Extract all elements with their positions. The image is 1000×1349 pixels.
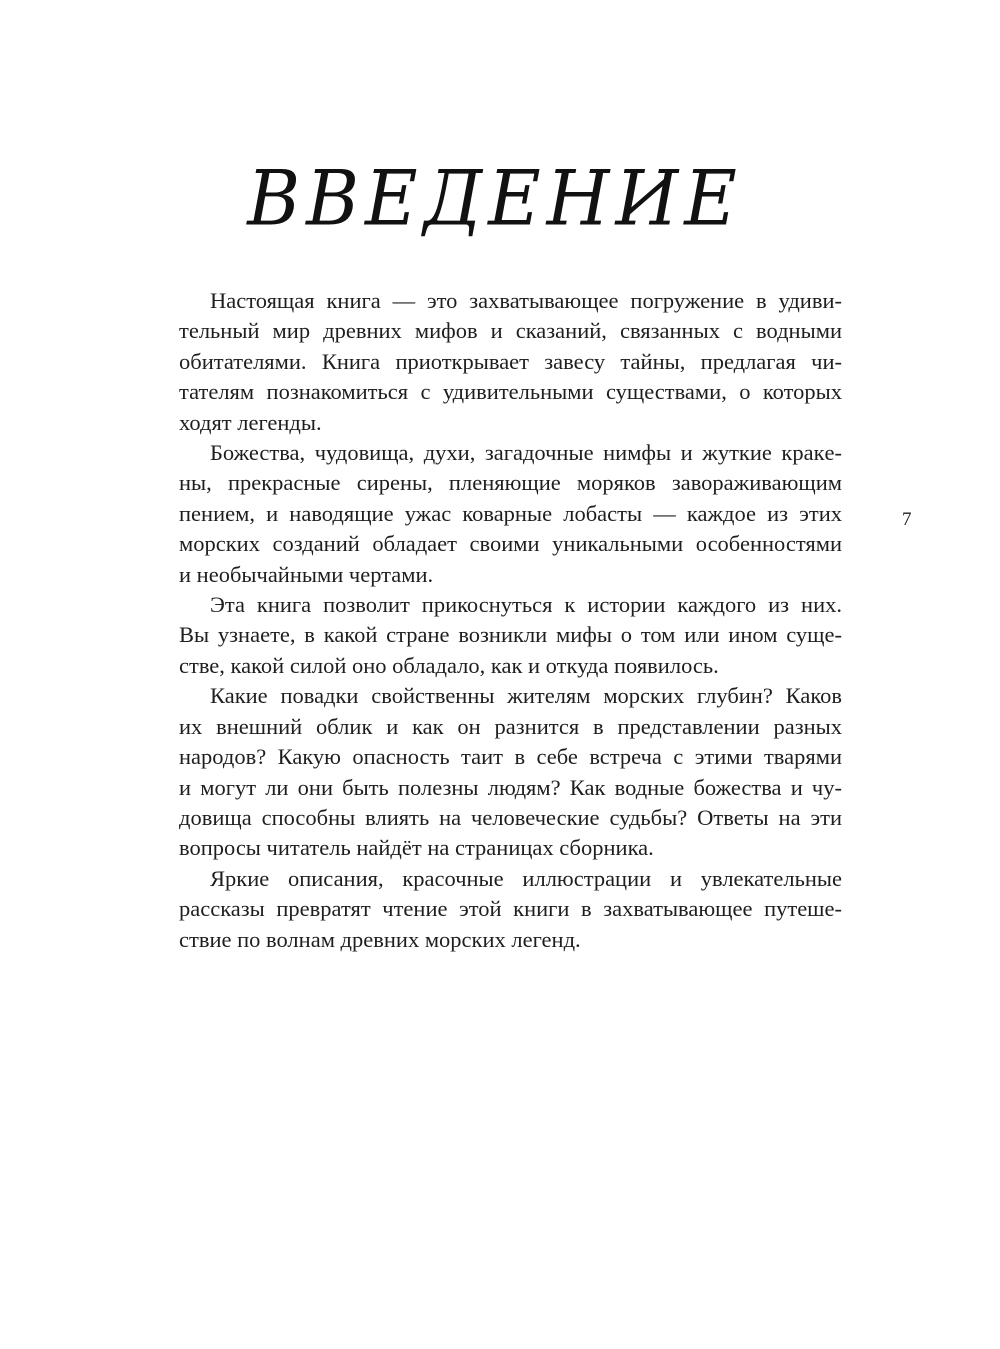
text-line: пением, и наводящие ужас коварные лобасты — каждое из этих [179,500,842,526]
text-line: ны, прекрасные сирены, пленяющие моряков завораживающим [179,470,842,496]
paragraph-1 [148,286,842,438]
text-line: вопросы читатель найдёт на страницах сборника. [179,835,654,861]
page-number: 7 [902,509,912,530]
text-line: обитателями. Книга приоткрывает завесу тайны, предлагая чи- [179,348,842,374]
text-line: и могут ли они быть полезны людям? Как водные божества и чу- [179,774,842,800]
body-text [148,286,842,955]
text-line: стве, какой силой оно обладало, как и откуда появилось. [179,652,719,678]
text-line: тельный мир древних мифов и сказаний, связанных с водными [179,318,842,344]
text-line: Яркие описания, красочные иллюстрации и увлекательные [210,865,842,891]
text-line: народов? Какую опасность таит в себе встреча с этими тварями [179,744,842,770]
text-line: их внешний облик и как он разнится в представлении разных [179,713,842,739]
text-line: ствие по волнам древних морских легенд. [179,926,581,952]
text-line: Настоящая книга — это захватывающее погружение в удиви- [210,288,842,313]
text-line: Эта книга позволит прикоснуться к истории каждого из них. [210,592,842,618]
chapter-title: ВВЕДЕНИЕ [247,153,743,243]
text-line: морских созданий обладает своими уникальными особенностями [179,531,842,557]
text-line: тателям познакомиться с удивительными существами, о которых [179,379,842,405]
text-line: Вы узнаете, в какой стране возникли мифы о том или ином суще- [179,622,842,648]
paragraph-3 [148,590,842,681]
paragraph-5 [148,864,842,955]
text-line: ходят легенды. [179,409,322,435]
text-line: и необычайными чертами. [179,561,434,587]
paragraph-2 [148,438,842,590]
paragraph-4 [148,681,842,863]
text-line: Какие повадки свойственны жителям морских глубин? Каков [210,683,842,709]
text-line: довища способны влиять на человеческие судьбы? Ответы на эти [179,804,842,830]
text-line: Божества, чудовища, духи, загадочные нимфы и жуткие кракe- [210,440,842,466]
text-line: рассказы превратят чтение этой книги в захватывающее путеше- [179,896,842,922]
